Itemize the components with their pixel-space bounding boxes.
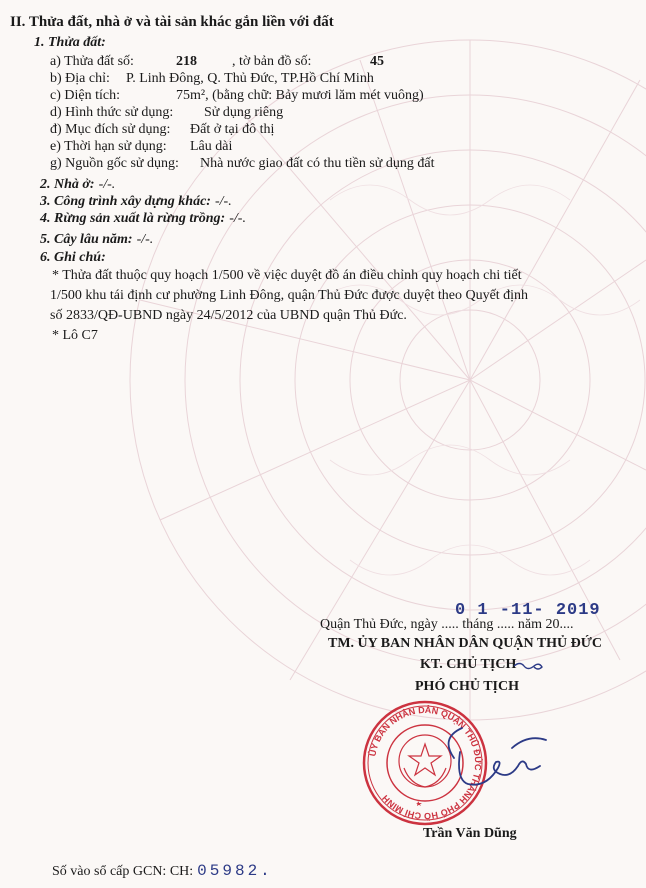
use-form-value: Sử dụng riêng <box>204 105 284 120</box>
registry-line <box>52 862 273 880</box>
purpose-label: đ) Mục đích sử dụng: <box>50 122 171 137</box>
on-behalf-of: KT. CHỦ TỊCH <box>420 657 517 672</box>
address-label: b) Địa chỉ: <box>50 71 110 86</box>
term-label: e) Thời hạn sử dụng: <box>50 139 167 154</box>
house-value: -/-. <box>98 177 116 192</box>
stamped-date: 0 1 -11- 2019 <box>455 601 601 620</box>
forest-value: -/-. <box>229 211 246 226</box>
notes-line-2: 1/500 khu tái định cư phường Linh Đông, quận Thủ Đức được duyệt theo Quyết định <box>50 288 529 303</box>
forest-heading: 4. Rừng sản xuất là rừng trồng: <box>40 211 226 226</box>
notes-line-3: số 2833/QĐ-UBND ngày 24/5/2012 của UBND quận Thủ Đức. <box>50 308 407 323</box>
house-heading: 2. Nhà ở: <box>40 177 95 192</box>
notes-heading: 6. Ghi chú: <box>40 250 106 265</box>
area-value: 75m², (bằng chữ: Bảy mươi lăm mét vuông) <box>176 88 424 103</box>
notes-line-1: * Thửa đất thuộc quy hoạch 1/500 về việc duyệt đồ án điều chỉnh quy hoạch chi tiết <box>52 268 522 283</box>
other-works-heading: 3. Công trình xây dựng khác: <box>40 194 211 209</box>
origin-value: Nhà nước giao đất có thu tiền sử dụng đất <box>200 156 435 171</box>
address-value: P. Linh Đông, Q. Thủ Đức, TP.Hồ Chí Minh <box>126 71 374 86</box>
parcel-label: a) Thửa đất số: <box>50 54 134 69</box>
signer-name: Trần Văn Dũng <box>423 826 517 841</box>
term-value: Lâu dài <box>190 139 233 154</box>
signer-title: PHÓ CHỦ TỊCH <box>415 679 519 694</box>
house-row <box>40 175 115 193</box>
section-title: II. Thửa đất, nhà ở và tài sản khác gắn liền với đất <box>10 14 334 30</box>
initial-mark <box>512 657 546 673</box>
forest-row <box>40 209 246 227</box>
other-works-value: -/-. <box>214 194 232 209</box>
land-heading: 1. Thửa đất: <box>34 35 106 50</box>
area-label: c) Diện tích: <box>50 88 120 103</box>
date-line: Quận Thủ Đức, ngày ..... tháng ..... năm 20.... <box>320 617 574 632</box>
perennial-row <box>40 230 153 248</box>
origin-label: g) Nguồn gốc sử dụng: <box>50 156 179 171</box>
map-number: 45 <box>370 54 384 69</box>
handwritten-signature <box>400 708 550 798</box>
seal-text: ỦY BAN NHÂN DÂN QUẬN THỦ ĐỨC THÀNH PHỐ HỒ CHÍ MINH <box>367 704 484 822</box>
registry-label: Số vào sổ cấp GCN: CH: <box>52 864 194 879</box>
registry-number: 05982. <box>197 862 273 880</box>
purpose-value: Đất ở tại đô thị <box>190 122 275 137</box>
parcel-number: 218 <box>176 54 197 69</box>
other-works-row <box>40 192 232 210</box>
use-form-label: d) Hình thức sử dụng: <box>50 105 174 120</box>
issuing-authority: TM. ỦY BAN NHÂN DÂN QUẬN THỦ ĐỨC <box>328 636 603 651</box>
perennial-heading: 5. Cây lâu năm: <box>40 232 133 247</box>
map-label: , tờ bản đồ số: <box>232 54 312 69</box>
perennial-value: -/-. <box>136 232 154 247</box>
notes-line-4: * Lô C7 <box>52 328 98 343</box>
